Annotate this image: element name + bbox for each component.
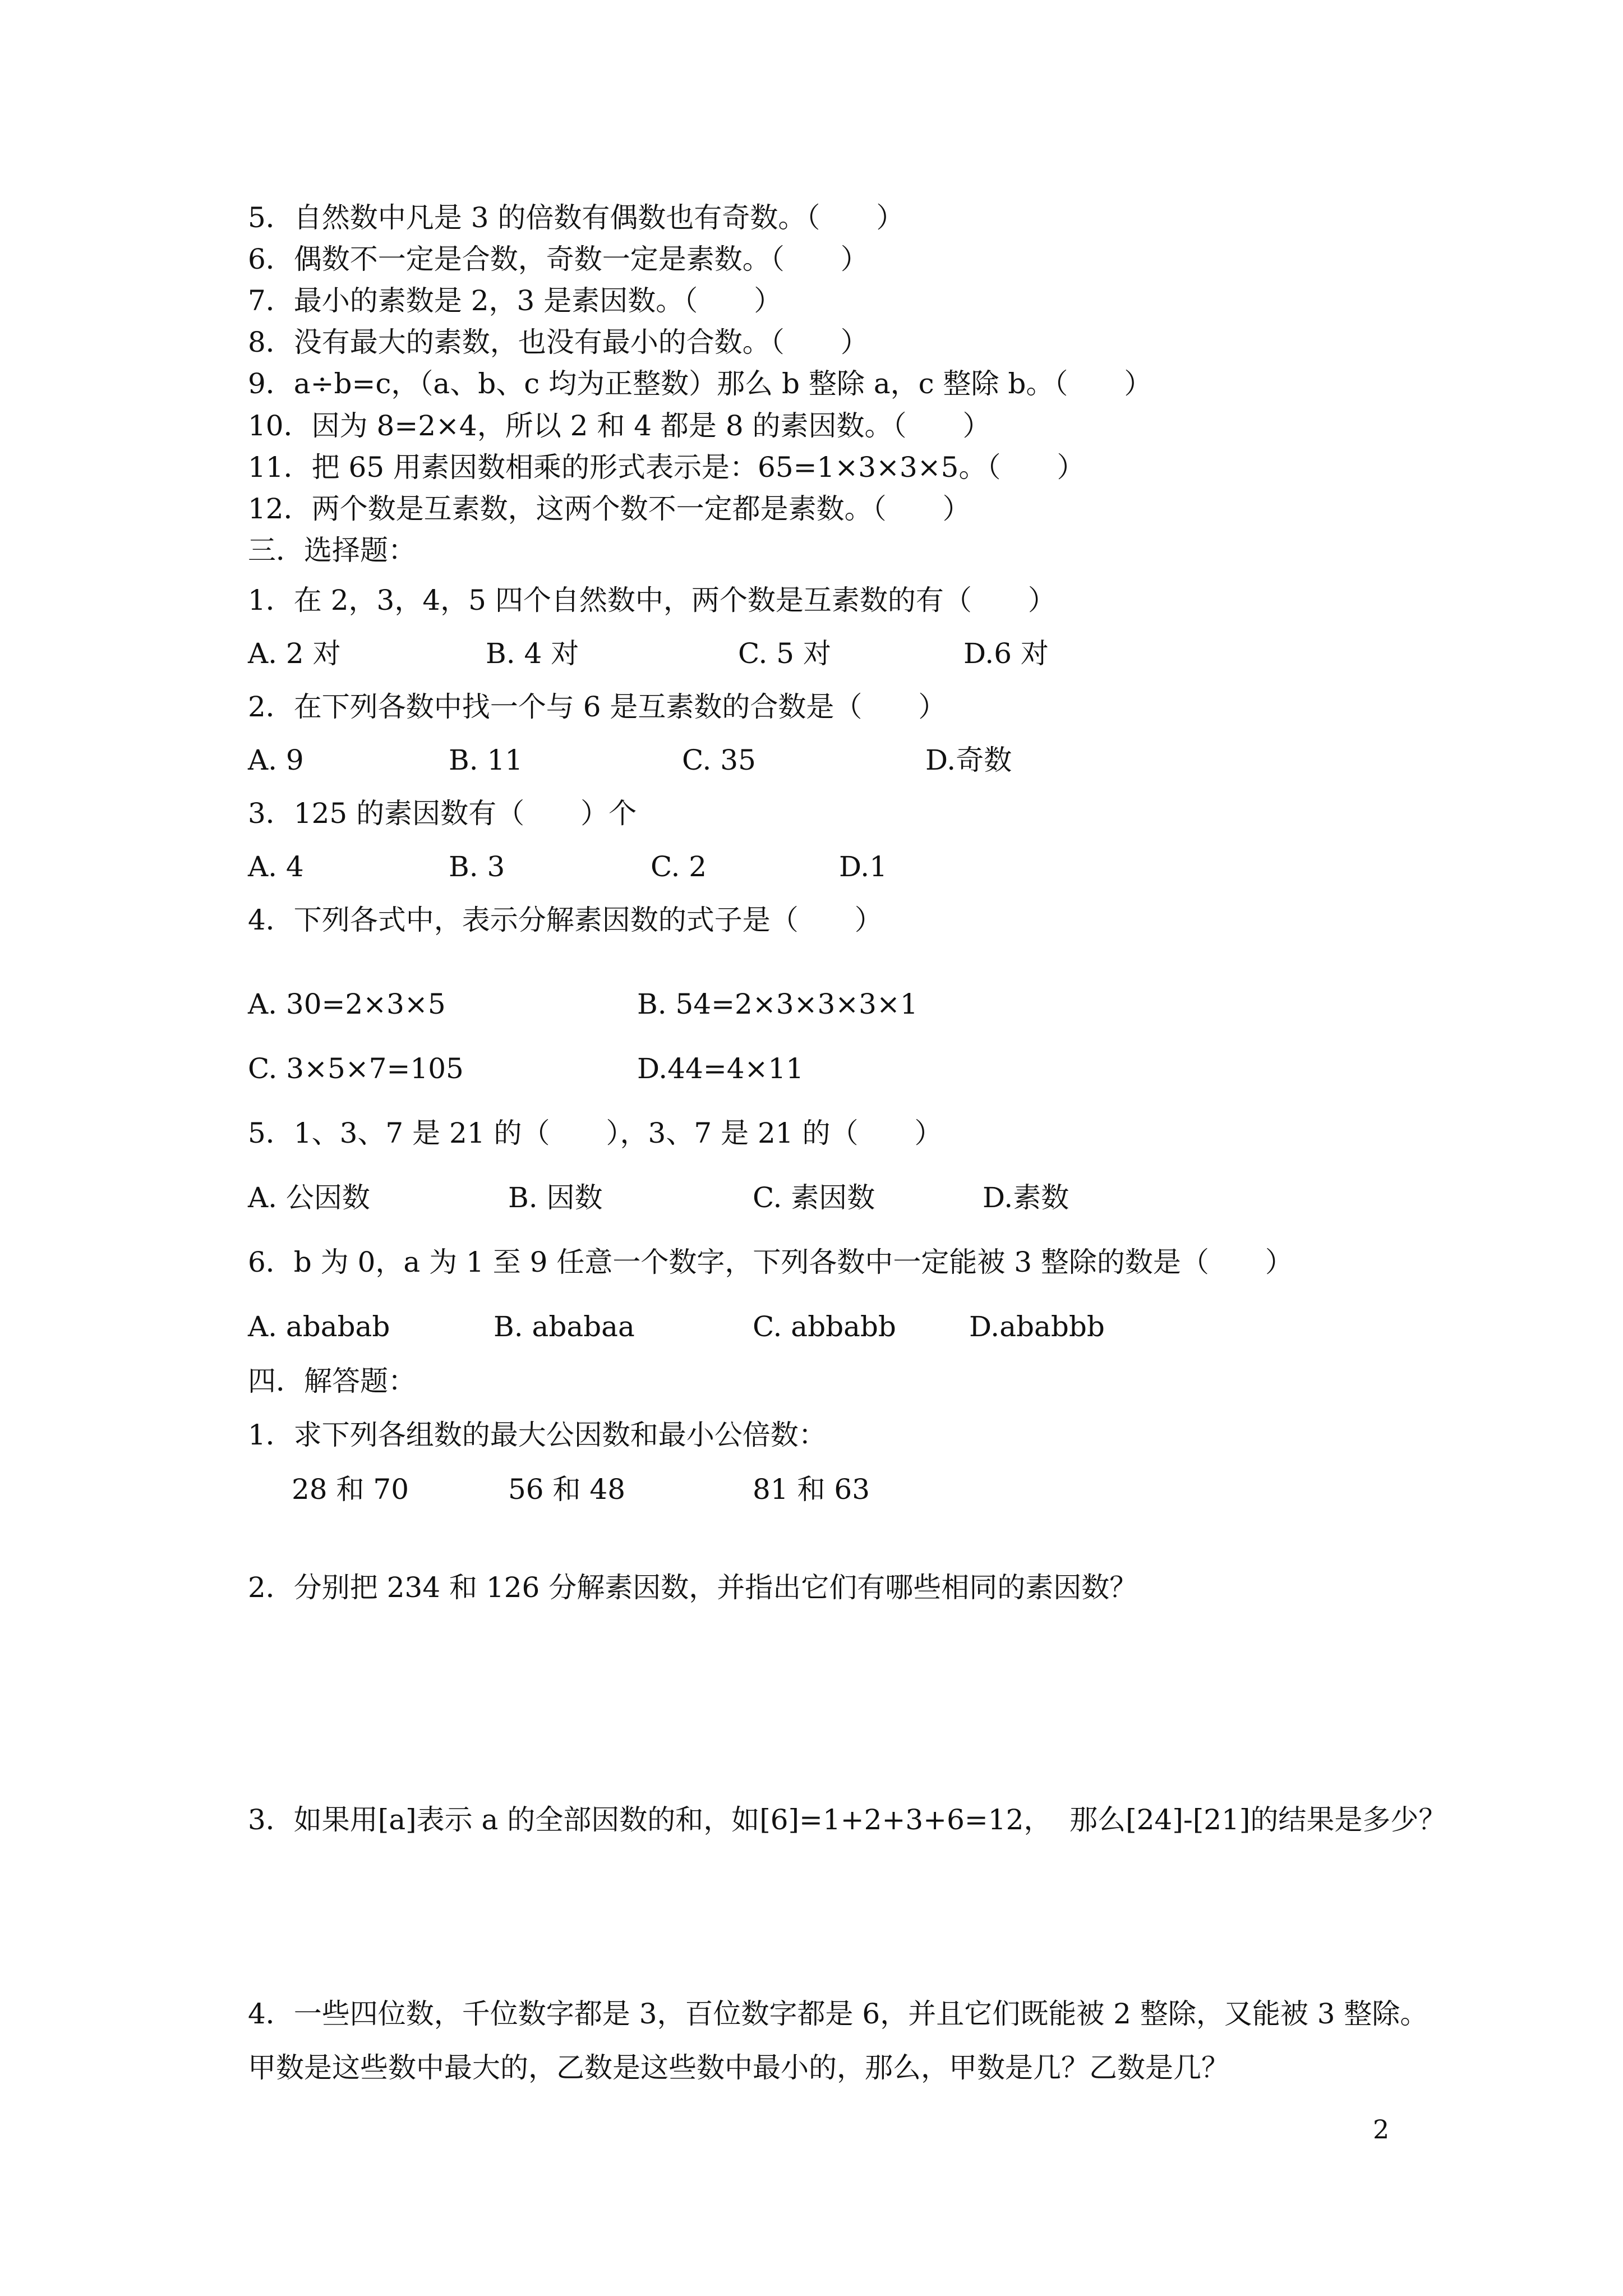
judge-item-8: 8．没有最大的素数，也没有最小的合数。（ ） [248,326,869,358]
section-title-choice: 三．选择题： [248,534,416,567]
choice-q1-option-a: A. 2 对 [248,637,341,670]
answer-q1: 1．求下列各组数的最大公因数和最小公倍数： [248,1419,827,1451]
judge-item-11: 11．把 65 用素因数相乘的形式表示是：65=1×3×3×5。（ ） [248,451,1085,484]
choice-q1: 1．在 2，3，4，5 四个自然数中，两个数是互素数的有（ ） [248,584,1056,616]
choice-q1-option-b: B. 4 对 [486,637,579,670]
judge-item-5: 5．自然数中凡是 3 的倍数有偶数也有奇数。（ ） [248,201,905,234]
choice-q6-option-b: B. ababaa [494,1310,635,1343]
answer-q2: 2．分别把 234 和 126 分解素因数，并指出它们有哪些相同的素因数？ [248,1571,1138,1604]
choice-q1-option-d: D.6 对 [963,637,1049,670]
choice-q3: 3．125 的素因数有（ ）个 [248,797,637,830]
choice-q6-option-c: C. abbabb [753,1310,896,1343]
choice-q3-option-b: B. 3 [449,850,505,883]
choice-q6-option-a: A. ababab [248,1310,390,1343]
page-number: 2 [1373,2114,1390,2145]
choice-q3-option-a: A. 4 [248,850,304,883]
choice-q6-option-d: D.ababbb [969,1310,1105,1343]
answer-q1-group-2: 56 和 48 [508,1473,626,1506]
choice-q4-option-a: A. 30=2×3×5 [248,988,446,1020]
choice-q2-option-b: B. 11 [449,744,523,776]
choice-q5-option-d: D.素数 [983,1181,1069,1214]
judge-item-12: 12．两个数是互素数，这两个数不一定都是素数。（ ） [248,493,971,525]
judge-item-6: 6．偶数不一定是合数，奇数一定是素数。（ ） [248,243,869,275]
choice-q4: 4．下列各式中，表示分解素因数的式子是（ ） [248,904,883,936]
choice-q6: 6．b 为 0，a 为 1 至 9 任意一个数字，下列各数中一定能被 3 整除的数是（ ） [248,1246,1293,1278]
answer-q4-line-2: 甲数是这些数中最大的，乙数是这些数中最小的，那么，甲数是几？乙数是几？ [248,2051,1229,2084]
choice-q5: 5．1、3、7 是 21 的（ ），3、7 是 21 的（ ） [248,1117,943,1149]
answer-q1-group-1: 28 和 70 [292,1473,409,1506]
judge-item-7: 7．最小的素数是 2，3 是素因数。（ ） [248,284,782,317]
choice-q1-option-c: C. 5 对 [738,637,831,670]
section-title-answer: 四．解答题： [248,1365,416,1397]
choice-q5-option-a: A. 公因数 [248,1181,370,1214]
choice-q2-option-c: C. 35 [682,744,756,776]
choice-q2-option-d: D.奇数 [925,744,1012,776]
choice-q4-option-d: D.44=4×11 [637,1052,804,1085]
judge-item-9: 9．a÷b=c，（a、b、c 均为正整数）那么 b 整除 a，c 整除 b。（ ） [248,367,1152,400]
judge-item-10: 10．因为 8=2×4，所以 2 和 4 都是 8 的素因数。（ ） [248,409,991,442]
choice-q3-option-c: C. 2 [651,850,707,883]
choice-q5-option-b: B. 因数 [508,1181,603,1214]
choice-q3-option-d: D.1 [839,850,888,883]
answer-q4-line-1: 4．一些四位数，千位数字都是 3，百位数字都是 6，并且它们既能被 2 整除，又能被 3 整除。 [248,1998,1428,2030]
choice-q2-option-a: A. 9 [248,744,304,776]
answer-q1-group-3: 81 和 63 [753,1473,870,1506]
choice-q4-option-c: C. 3×5×7=105 [248,1052,464,1085]
choice-q4-option-b: B. 54=2×3×3×3×1 [637,988,918,1020]
choice-q5-option-c: C. 素因数 [753,1181,875,1214]
answer-q3: 3．如果用[a]表示 a 的全部因数的和，如[6]=1+2+3+6=12， 那么[24]-[21]的结果是多少？ [248,1803,1447,1836]
choice-q2: 2．在下列各数中找一个与 6 是互素数的合数是（ ） [248,691,947,723]
